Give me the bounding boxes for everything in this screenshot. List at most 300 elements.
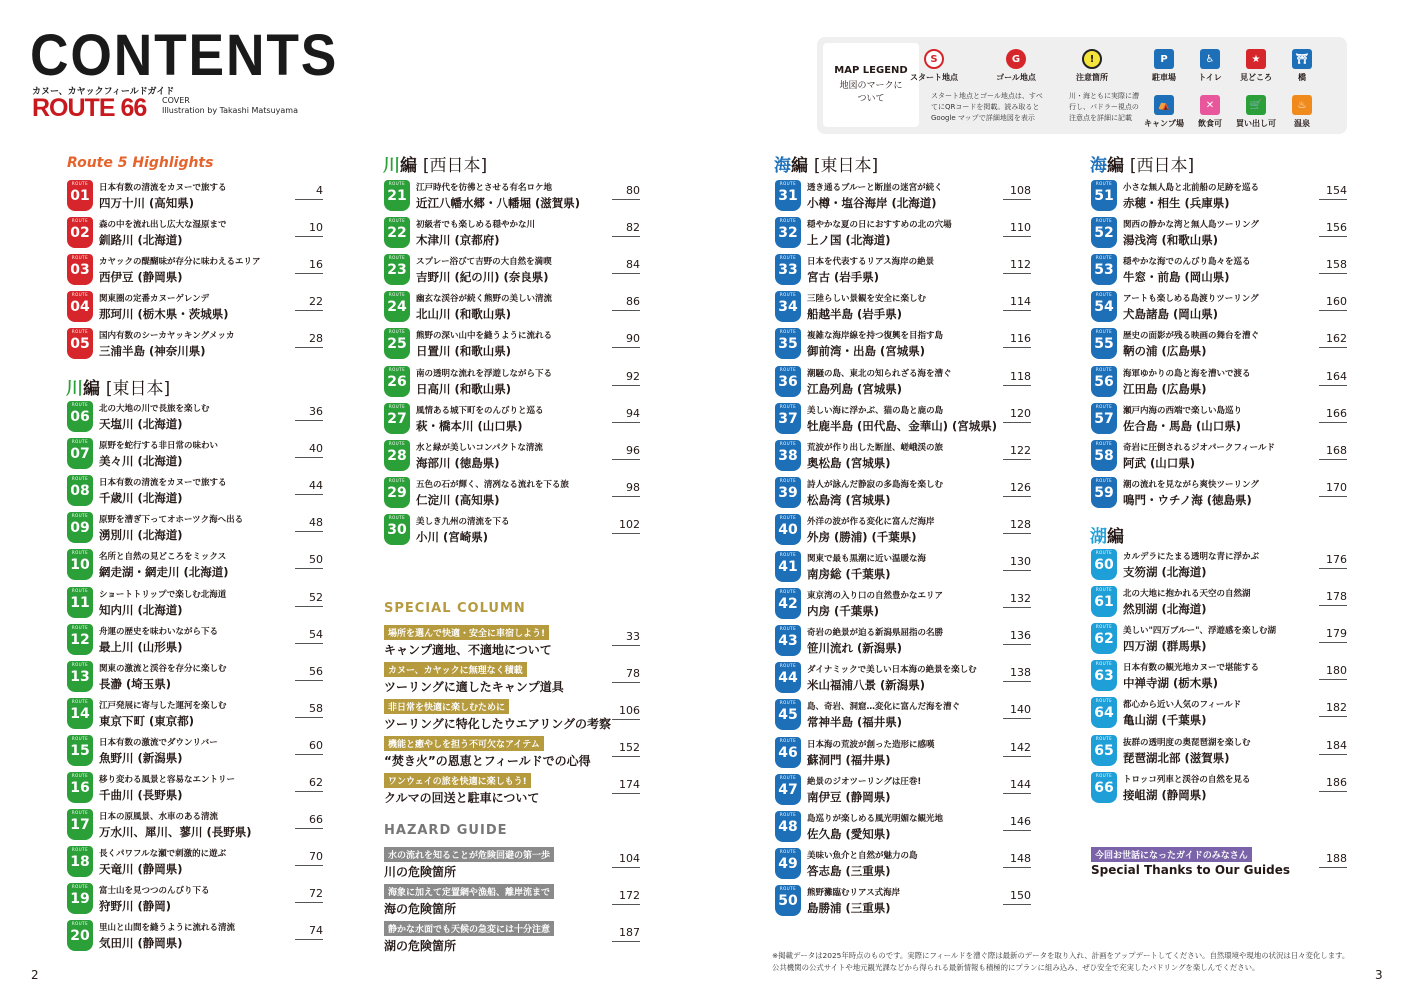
route-entry[interactable] — [1091, 622, 1347, 658]
route-entry[interactable] — [384, 290, 640, 326]
route-title: 米山福浦八景 (新潟県) — [807, 678, 926, 693]
route-page: 22 — [295, 295, 323, 311]
route-description: 関東で最も黒潮に近い温暖な海 — [807, 554, 927, 564]
route-entry[interactable] — [1091, 439, 1347, 475]
route-description: 東京湾の入り口の自然豊かなエリア — [807, 591, 944, 602]
route-badge: ROUTE 23 — [384, 254, 410, 285]
route-title: 接岨湖 (静岡県) — [1123, 787, 1207, 802]
column-title: キャンプ適地、不適地について — [384, 643, 552, 657]
route-entry[interactable] — [1091, 734, 1347, 770]
route-page: 70 — [295, 850, 323, 866]
route-description: 複雑な海岸線を持つ復興を目指す島 — [807, 331, 944, 342]
route-badge: ROUTE 31 — [775, 180, 801, 211]
route-title: 犬島諸島 (岡山県) — [1123, 307, 1219, 322]
route-description: 原野を漕ぎ下ってオホーツク海へ出る — [99, 515, 244, 526]
route-page: 140 — [1003, 703, 1031, 719]
special-column-entry[interactable] — [384, 662, 640, 698]
route-badge: ROUTE 46 — [775, 737, 801, 768]
route-entry[interactable] — [775, 513, 1031, 549]
route-title: 西伊豆 (静岡県) — [99, 270, 183, 285]
route-entry[interactable] — [67, 660, 323, 696]
route-description: 三陸らしい景観を安全に楽しむ — [807, 294, 927, 305]
route-page: 56 — [295, 665, 323, 681]
route-title: 美々川 (北海道) — [99, 454, 183, 469]
hazard-guide-entry[interactable] — [384, 847, 640, 883]
route-entry[interactable] — [775, 290, 1031, 326]
route-description: 詩人が詠んだ静寂の多島海を楽しむ — [807, 479, 944, 490]
route-title: 亀山湖 (千葉県) — [1123, 713, 1207, 728]
route-entry[interactable] — [1091, 402, 1347, 438]
highlights-heading: Route 5 Highlights — [67, 155, 214, 171]
route-badge: ROUTE 21 — [384, 180, 410, 211]
route-page: 122 — [1003, 444, 1031, 460]
route-entry[interactable] — [775, 216, 1031, 252]
route-entry[interactable] — [67, 179, 323, 215]
route-entry[interactable] — [775, 439, 1031, 475]
route-description: 富士山を見つつのんびり下る — [99, 886, 210, 897]
route-page: 80 — [612, 184, 640, 200]
route-badge: ROUTE 25 — [384, 328, 410, 359]
legend-label: 駐車場 — [1152, 73, 1176, 82]
route-entry[interactable] — [775, 847, 1031, 883]
hazard-guide-entry[interactable] — [384, 884, 640, 920]
route-entry[interactable] — [775, 550, 1031, 586]
route-page: 66 — [295, 813, 323, 829]
route-page: 126 — [1003, 481, 1031, 497]
special-column-entry[interactable] — [384, 699, 640, 735]
route-badge: ROUTE 44 — [775, 662, 801, 693]
route-description: 日本有数の清流をカヌーで旅する — [99, 478, 227, 489]
route-badge: ROUTE 06 — [67, 401, 93, 432]
route-badge: ROUTE 38 — [775, 440, 801, 471]
route-title: 小川 (宮崎県) — [416, 529, 489, 544]
route-page: 82 — [612, 221, 640, 237]
route-entry[interactable] — [775, 773, 1031, 809]
column-page: 188 — [1319, 852, 1347, 868]
route-entry[interactable] — [384, 327, 640, 363]
route-entry[interactable] — [1091, 327, 1347, 363]
route-badge: ROUTE 09 — [67, 512, 93, 543]
route-title: 万水川、犀川、蓼川 (長野県) — [99, 825, 252, 840]
route-page: 96 — [612, 444, 640, 460]
route-entry[interactable] — [1091, 771, 1347, 807]
route-description: 移り変わる風景と容易なエントリー — [99, 775, 236, 785]
route-title: 日高川 (和歌山県) — [416, 381, 512, 396]
route-page: 108 — [1003, 184, 1031, 200]
special-column-entry[interactable] — [384, 736, 640, 772]
route-description: 日本有数の清流をカヌーで旅する — [99, 183, 227, 193]
route-title: 天塩川 (北海道) — [99, 417, 183, 431]
route-entry[interactable] — [1091, 696, 1347, 732]
route-badge: ROUTE 14 — [67, 698, 93, 729]
route-page: 158 — [1319, 258, 1347, 274]
route-title: 南房総 (千葉県) — [807, 567, 891, 581]
route-badge: ROUTE 66 — [1091, 772, 1117, 803]
route-entry[interactable] — [1091, 365, 1347, 401]
route-entry[interactable] — [384, 513, 640, 549]
route-entry[interactable] — [67, 216, 323, 252]
route-entry[interactable] — [67, 586, 323, 622]
route-entry[interactable] — [384, 476, 640, 512]
route-title: 湯浅湾 (和歌山県) — [1123, 233, 1219, 248]
legend-label: 橋 — [1298, 73, 1306, 82]
legend-label: 温泉 — [1294, 119, 1310, 128]
column-title: 湖の危険箇所 — [384, 939, 457, 953]
route-title: 魚野川 (新潟県) — [99, 750, 183, 765]
route-description: 日本海の荒波が創った造形に感嘆 — [807, 739, 935, 750]
route-entry[interactable] — [775, 327, 1031, 363]
route-page: 142 — [1003, 741, 1031, 757]
route-title: 然別湖 (北海道) — [1123, 602, 1207, 617]
hazard-guide-entry[interactable] — [384, 921, 640, 957]
column-page: 174 — [612, 778, 640, 794]
route-badge: ROUTE 17 — [67, 809, 93, 840]
route-title: 四万十川 (高知県) — [99, 196, 195, 210]
route-entry[interactable] — [775, 365, 1031, 401]
legend-label: 買い出し可 — [1236, 119, 1276, 128]
legend-note-qr: スタート地点とゴール地点は、すべ てにQRコードを掲載。読み取ると Google マップで詳細地図を表示 — [931, 92, 1043, 122]
route-entry[interactable] — [775, 402, 1031, 438]
route-description: ショートトリップで楽しむ北海道 — [99, 589, 227, 600]
route-badge: ROUTE 60 — [1091, 549, 1117, 580]
route-page: 52 — [295, 591, 323, 607]
route-description: 原野を蛇行する非日常の味わい — [99, 441, 219, 452]
route-title: 奥松島 (宮城県) — [807, 455, 891, 470]
route-badge: ROUTE 33 — [775, 254, 801, 285]
route-entry[interactable] — [67, 919, 323, 955]
route-title: 海部川 (徳島県) — [416, 455, 500, 470]
route-title: 知内川 (北海道) — [99, 602, 183, 617]
route-description: 日本有数の観光地カヌーで堪能する — [1123, 663, 1260, 674]
legend-icon: 🛒 — [1246, 95, 1266, 115]
route-description: 潮騒の島、東北の知られざる海を漕ぐ — [807, 368, 952, 379]
route-title: 宮古 (岩手県) — [807, 270, 880, 285]
route-description: 風情ある城下町をのんびりと巡る — [416, 405, 544, 416]
route-page: 86 — [612, 295, 640, 311]
route-title: 東京下町 (東京都) — [99, 713, 195, 728]
route-entry[interactable] — [1091, 253, 1347, 289]
route-page: 10 — [295, 221, 323, 237]
legend-note-caution: 川・海ともに実際に漕 行し、パドラー視点の 注意点を詳細に記載 — [1069, 92, 1139, 122]
route-title: 萩・橋本川 (山口県) — [416, 418, 523, 433]
route-entry[interactable] — [67, 474, 323, 510]
column-title: ツーリングに特化したウエアリングの考察 — [384, 717, 612, 731]
route-title: 松島湾 (宮城県) — [807, 492, 891, 507]
route-badge: ROUTE 34 — [775, 291, 801, 322]
route-page: 148 — [1003, 852, 1031, 868]
route-description: 舟運の歴史を味わいながら下る — [99, 626, 219, 637]
column-tag: 水の流れを知ることが危険回避の第一歩 — [384, 847, 554, 862]
route-entry[interactable] — [1091, 290, 1347, 326]
route-description: 日本を代表するリアス海岸の絶景 — [807, 257, 935, 268]
route-title: 内房 (千葉県) — [807, 604, 880, 619]
route-entry[interactable] — [1091, 179, 1347, 215]
route-page: 36 — [295, 405, 323, 421]
column-tag: 今回お世話になったガイドのみなさん — [1091, 847, 1252, 862]
route-description: カルデラにたまる透明な青に浮かぶ — [1123, 552, 1260, 562]
route-page: 16 — [295, 258, 323, 274]
route-badge: ROUTE 01 — [67, 180, 93, 211]
route-page: 114 — [1003, 295, 1031, 311]
route-entry[interactable] — [775, 736, 1031, 772]
route-title: 佐久島 (愛知県) — [807, 826, 891, 841]
route-badge: ROUTE 03 — [67, 254, 93, 285]
route-page: 74 — [295, 924, 323, 940]
route-page: 170 — [1319, 481, 1347, 497]
route-title: 赤穂・相生 (兵庫県) — [1123, 196, 1230, 210]
route-badge: ROUTE 63 — [1091, 660, 1117, 691]
footnote: ※掲載データは2025年時点のものです。実際にフィールドを漕ぐ際は最新のデータを取り入れ、計画をアップデートしてください。自然環境や現地の状況は日々変化します。 公共機関の公式サイトや地元観光課などから得られる最新情報も積極的にプランに組み込み、ぜひ安全で充実したパドリングを楽しんでください。 — [772, 951, 1350, 972]
page-number-right: 3 — [1375, 968, 1383, 982]
route-description: 外洋の波が作る変化に富んだ海岸 — [807, 516, 935, 527]
route-description: 美しい"四万ブルー"、浮遊感を楽しむ湖 — [1123, 626, 1277, 637]
route-badge: ROUTE 64 — [1091, 697, 1117, 728]
route-title: 三浦半島 (神奈川県) — [99, 344, 206, 359]
route-title: 鳴門・ウチノ海 (徳島県) — [1123, 492, 1252, 507]
route-badge: ROUTE 42 — [775, 588, 801, 619]
route-page: 84 — [612, 258, 640, 274]
route-badge: ROUTE 02 — [67, 217, 93, 248]
route-entry[interactable] — [1091, 216, 1347, 252]
route-title: 那珂川 (栃木県・茨城県) — [99, 307, 229, 322]
route-entry[interactable] — [384, 365, 640, 401]
legend-label: トイレ — [1198, 73, 1222, 82]
column-title: Special Thanks to Our Guides — [1091, 863, 1291, 877]
legend-icon: P — [1154, 49, 1174, 69]
route-badge: ROUTE 07 — [67, 438, 93, 469]
route-badge: ROUTE 51 — [1091, 180, 1117, 211]
legend-item — [1064, 49, 1120, 83]
route-title: 蘇洞門 (福井県) — [807, 752, 891, 767]
column-page: 33 — [612, 630, 640, 646]
book-subtitle: カヌー、カヤックフィールドガイド — [32, 87, 175, 97]
route-badge: ROUTE 43 — [775, 625, 801, 656]
section-lake: 湖編 — [1090, 527, 1124, 547]
route-title: 江田島 (広島県) — [1123, 381, 1207, 396]
route-badge: ROUTE 20 — [67, 920, 93, 951]
route-description: ダイナミックで美しい日本海の絶景を楽しむ — [807, 665, 977, 676]
column-tag: ワンウェイの旅を快適に楽しもう! — [384, 773, 531, 788]
route-entry[interactable] — [67, 253, 323, 289]
route-page: 132 — [1003, 592, 1031, 608]
route-title: 鞆の浦 (広島県) — [1123, 344, 1207, 359]
route-entry[interactable] — [384, 179, 640, 215]
route-badge: ROUTE 65 — [1091, 735, 1117, 766]
legend-item — [1274, 95, 1330, 129]
legend-item — [1274, 49, 1330, 83]
route-entry[interactable] — [67, 327, 323, 363]
route-entry[interactable] — [775, 624, 1031, 660]
route-badge: ROUTE 22 — [384, 217, 410, 248]
route-page: 166 — [1319, 407, 1347, 423]
route-page: 118 — [1003, 370, 1031, 386]
column-page: 78 — [612, 667, 640, 683]
column-page: 152 — [612, 741, 640, 757]
legend-label: 注意箇所 — [1076, 73, 1108, 82]
route-entry[interactable] — [775, 810, 1031, 846]
route-page: 120 — [1003, 407, 1031, 423]
section-sea-east: 海編 [東日本] — [774, 156, 879, 176]
route-description: 関東圏の定番カヌーゲレンデ — [99, 294, 210, 305]
column-tag: カヌー、カヤックに無理なく積載 — [384, 662, 527, 677]
section-river-east: 川編 [東日本] — [66, 379, 171, 399]
route-badge: ROUTE 08 — [67, 475, 93, 506]
route-badge: ROUTE 04 — [67, 291, 93, 322]
route-description: 熊野の深い山中を縫うように流れる — [416, 331, 553, 342]
route-entry[interactable] — [1091, 659, 1347, 695]
route-badge: ROUTE 18 — [67, 846, 93, 877]
route-badge: ROUTE 24 — [384, 291, 410, 322]
route-description: 水と緑が美しいコンパクトな清流 — [416, 442, 543, 453]
route-title: 佐合島・馬島 (山口県) — [1123, 418, 1242, 433]
special-thanks-entry[interactable] — [1091, 847, 1347, 883]
route-entry[interactable] — [775, 587, 1031, 623]
special-column-entry[interactable] — [384, 625, 640, 661]
route-title: 常神半島 (福井県) — [807, 715, 903, 730]
special-column-entry[interactable] — [384, 773, 640, 809]
column-tag: 静かな水面でも天候の急変には十分注意 — [384, 921, 554, 936]
route-entry[interactable] — [1091, 476, 1347, 512]
special-column-heading: SPECIAL COLUMN — [384, 601, 526, 616]
route-description: スプレー浴びて吉野の大自然を満喫 — [416, 257, 552, 268]
route-page: 112 — [1003, 258, 1031, 274]
route-title: 最上川 (山形県) — [99, 639, 183, 654]
route-entry[interactable] — [775, 698, 1031, 734]
route-description: 日本の原風景、水車のある清流 — [99, 812, 219, 823]
route-title: 四万湖 (群馬県) — [1123, 639, 1207, 654]
route-title: 仁淀川 (高知県) — [416, 492, 500, 507]
route-entry[interactable] — [67, 400, 323, 436]
route-title: 近江八幡水郷・八幡堀 (滋賀県) — [416, 196, 581, 210]
route-badge: ROUTE 32 — [775, 217, 801, 248]
route-page: 180 — [1319, 664, 1347, 680]
route-description: 江戸発展に寄与した運河を楽しむ — [99, 700, 227, 711]
route-page: 28 — [295, 332, 323, 348]
route-title: 上ノ国 (北海道) — [807, 233, 891, 248]
legend-icon: ★ — [1246, 49, 1266, 69]
route-page: 164 — [1319, 370, 1347, 386]
route-title: 牡鹿半島 (田代島、金華山) (宮城県) — [807, 418, 998, 433]
route-page: 156 — [1319, 221, 1347, 237]
contents-title: CONTENTS — [30, 23, 339, 88]
route-entry[interactable] — [67, 697, 323, 733]
route-badge: ROUTE 39 — [775, 477, 801, 508]
route-page: 184 — [1319, 739, 1347, 755]
route-entry[interactable] — [67, 808, 323, 844]
route-entry[interactable] — [384, 253, 640, 289]
route-badge: ROUTE 48 — [775, 811, 801, 842]
route-title: 気田川 (静岡県) — [99, 936, 183, 951]
column-title: クルマの回送と駐車について — [384, 791, 540, 805]
legend-label: スタート地点 — [910, 73, 958, 82]
route-entry[interactable] — [384, 439, 640, 475]
route-entry[interactable] — [67, 771, 323, 807]
column-page: 106 — [612, 704, 640, 720]
route-badge: ROUTE 59 — [1091, 477, 1117, 508]
route-title: 中禅寺湖 (栃木県) — [1123, 676, 1219, 691]
route-title: 牛窓・前島 (岡山県) — [1123, 270, 1230, 285]
hazard-guide-heading: HAZARD GUIDE — [384, 823, 508, 838]
page-number-left: 2 — [31, 968, 39, 982]
route-title: 千曲川 (長野県) — [99, 788, 183, 802]
route-badge: ROUTE 49 — [775, 848, 801, 879]
route-page: 168 — [1319, 444, 1347, 460]
route-entry[interactable] — [775, 884, 1031, 920]
legend-icon: ✕ — [1200, 95, 1220, 115]
route-entry[interactable] — [775, 253, 1031, 289]
route-entry[interactable] — [67, 882, 323, 918]
route-page: 138 — [1003, 666, 1031, 682]
route-title: 御前湾・出島 (宮城県) — [807, 344, 926, 359]
route-page: 182 — [1319, 701, 1347, 717]
route-entry[interactable] — [775, 476, 1031, 512]
route-description: 北の大地の川で長旅を楽しむ — [99, 404, 210, 414]
legend-icon: ♨ — [1292, 95, 1312, 115]
route-title: 千歳川 (北海道) — [99, 491, 183, 506]
route-badge: ROUTE 62 — [1091, 623, 1117, 654]
route-title: 網走湖・網走川 (北海道) — [99, 565, 229, 580]
route-badge: ROUTE 16 — [67, 772, 93, 803]
legend-icon: ⛩ — [1292, 49, 1312, 69]
route-description: 透き通るブルーと断崖の迷宮が続く — [807, 183, 943, 193]
route-entry[interactable] — [67, 623, 323, 659]
route-entry[interactable] — [775, 179, 1031, 215]
route-entry[interactable] — [1091, 585, 1347, 621]
route-entry[interactable] — [1091, 548, 1347, 584]
legend-label: キャンプ場 — [1144, 119, 1184, 128]
route-badge: ROUTE 15 — [67, 735, 93, 766]
column-tag: 機能と癒やしを担う不可欠なアイテム — [384, 736, 544, 751]
route-page: 150 — [1003, 889, 1031, 905]
route-page: 176 — [1319, 553, 1347, 569]
route-page: 48 — [295, 516, 323, 532]
route-description: アートも楽しめる島渡りツーリング — [1123, 294, 1259, 305]
route-entry[interactable] — [67, 290, 323, 326]
route-entry[interactable] — [67, 511, 323, 547]
route-entry[interactable] — [384, 402, 640, 438]
route-page: 102 — [612, 518, 640, 534]
route-badge: ROUTE 26 — [384, 366, 410, 397]
route-page: 54 — [295, 628, 323, 644]
route-title: 船越半島 (岩手県) — [807, 307, 903, 322]
legend-icon: S — [924, 49, 944, 69]
route-page: 146 — [1003, 815, 1031, 831]
route-page: 50 — [295, 553, 323, 569]
route-badge: ROUTE 58 — [1091, 440, 1117, 471]
route-title: 外房 (勝浦) (千葉県) — [807, 529, 917, 544]
route-entry[interactable] — [67, 845, 323, 881]
route-page: 58 — [295, 702, 323, 718]
route-page: 154 — [1319, 184, 1347, 200]
column-title: 川の危険箇所 — [384, 865, 457, 879]
route-entry[interactable] — [775, 661, 1031, 697]
route-description: 歴史の面影が残る映画の舞台を漕ぐ — [1123, 331, 1260, 342]
route-description: 北の大地に抱かれる天空の自然湖 — [1123, 589, 1251, 600]
route-title: 小樽・塩谷海岸 (北海道) — [807, 196, 937, 210]
route-description: 初級者でも楽しめる穏やかな川 — [416, 220, 536, 231]
route-entry[interactable] — [67, 548, 323, 584]
route-badge: ROUTE 36 — [775, 366, 801, 397]
route-entry[interactable] — [67, 734, 323, 770]
map-legend — [817, 37, 1347, 134]
route-title: 狩野川 (静岡) — [99, 899, 172, 914]
route-description: 国内有数のシーカヤッキングメッカ — [99, 331, 235, 342]
route-entry[interactable] — [384, 216, 640, 252]
route-badge: ROUTE 41 — [775, 551, 801, 582]
route-entry[interactable] — [67, 437, 323, 473]
route-description: 長くパワフルな瀬で刺激的に遊ぶ — [99, 849, 227, 860]
route-description: 名所と自然の見どころをミックス — [99, 552, 227, 563]
